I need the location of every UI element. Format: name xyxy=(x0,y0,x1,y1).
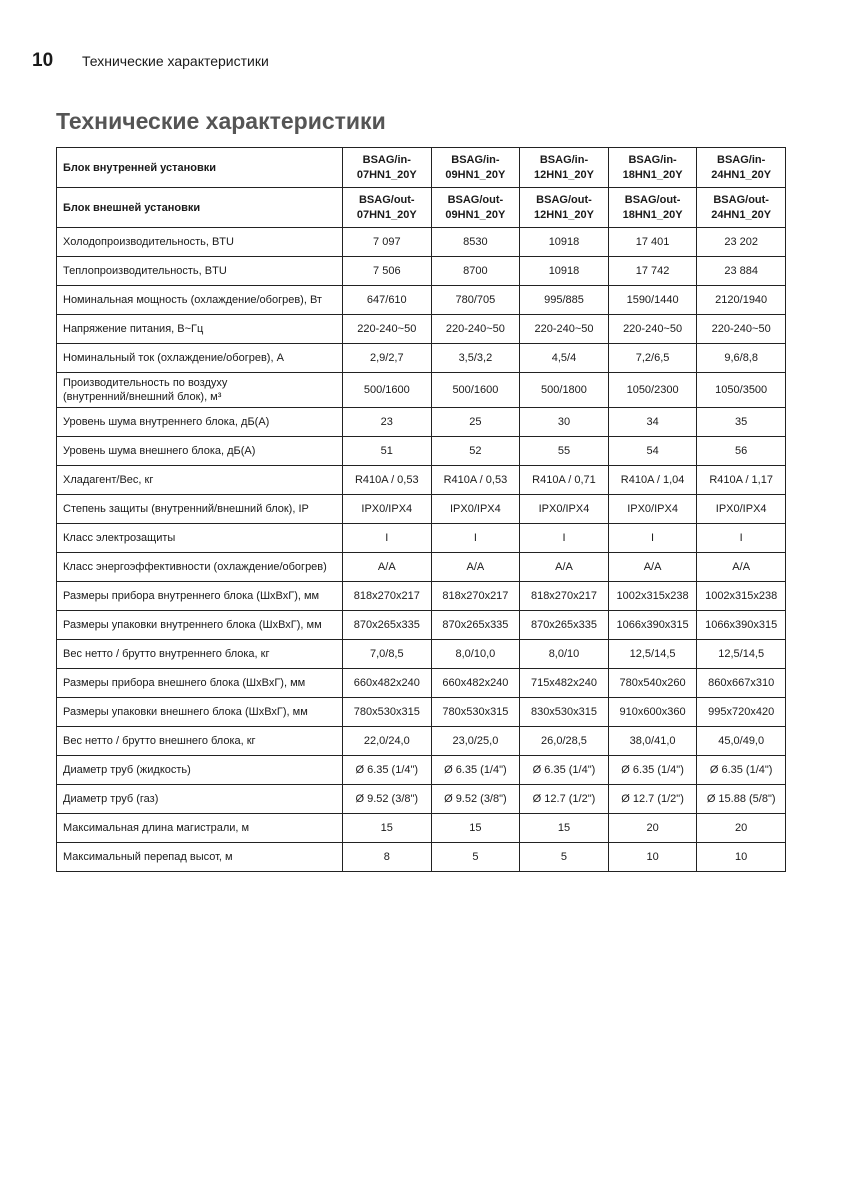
row-label xyxy=(57,315,343,344)
value-cell: R410A / 1,04 xyxy=(608,466,697,495)
table-row xyxy=(57,698,786,727)
value-cell: 15 xyxy=(343,814,432,843)
table-row xyxy=(57,495,786,524)
value-cell: 3,5/3,2 xyxy=(431,344,520,373)
value-cell: 22,0/24,0 xyxy=(343,727,432,756)
value-cell: 7 506 xyxy=(343,257,432,286)
model-name-part: 07HN1_20Y xyxy=(356,208,417,221)
row-label xyxy=(57,727,343,756)
value-cell: 1002x315x238 xyxy=(608,582,697,611)
table-row xyxy=(57,315,786,344)
value-cell: 780/705 xyxy=(431,286,520,315)
value-cell: 660x482x240 xyxy=(343,669,432,698)
model-name-part: BSAG/out- xyxy=(536,193,592,206)
row-label xyxy=(57,640,343,669)
row-label xyxy=(57,495,343,524)
value-cell: 23 884 xyxy=(697,257,786,286)
model-name-part: BSAG/in- xyxy=(362,153,411,166)
value-cell: 500/1800 xyxy=(520,373,609,408)
value-cell: 8,0/10 xyxy=(520,640,609,669)
value-cell: Ø 6.35 (1/4") xyxy=(431,756,520,785)
row-label xyxy=(57,756,343,785)
value-cell: 1050/2300 xyxy=(608,373,697,408)
value-cell: 860x667x310 xyxy=(697,669,786,698)
row-label-text: Диаметр труб (жидкость) xyxy=(63,764,191,776)
row-label xyxy=(57,698,343,727)
table-row xyxy=(57,286,786,315)
row-label-text: Класс энергоэффективности (охлаждение/обогрев) xyxy=(63,561,327,573)
value-cell: 995x720x420 xyxy=(697,698,786,727)
row-label-text: Уровень шума внутреннего блока, дБ(А) xyxy=(63,416,270,428)
model-cell xyxy=(343,188,432,228)
value-cell: 7 097 xyxy=(343,228,432,257)
value-cell: 870x265x335 xyxy=(431,611,520,640)
value-cell: 500/1600 xyxy=(343,373,432,408)
spec-table-body xyxy=(57,148,786,872)
value-cell: 15 xyxy=(431,814,520,843)
value-cell: Ø 9.52 (3/8") xyxy=(343,785,432,814)
value-cell: 8 xyxy=(343,843,432,872)
row-label-text: Теплопроизводительность, BTU xyxy=(63,265,227,277)
value-cell: R410A / 0,71 xyxy=(520,466,609,495)
value-cell: IPX0/IPX4 xyxy=(697,495,786,524)
value-cell: 10918 xyxy=(520,257,609,286)
row-label-text: Размеры упаковки внутреннего блока (ШхВхГ), мм xyxy=(63,619,322,631)
model-name-part: 07HN1_20Y xyxy=(356,168,417,181)
value-cell: IPX0/IPX4 xyxy=(343,495,432,524)
value-cell: 8700 xyxy=(431,257,520,286)
value-cell: 1002x315x238 xyxy=(697,582,786,611)
row-label-text: Максимальный перепад высот, м xyxy=(63,851,233,863)
value-cell: IPX0/IPX4 xyxy=(608,495,697,524)
model-name-part: 09HN1_20Y xyxy=(445,208,506,221)
value-cell: 54 xyxy=(608,437,697,466)
model-name-part: 24HN1_20Y xyxy=(711,208,772,221)
table-row xyxy=(57,408,786,437)
row-label-text: Класс электрозащиты xyxy=(63,532,176,544)
value-cell: 5 xyxy=(520,843,609,872)
table-row xyxy=(57,373,786,408)
model-name-part: BSAG/in- xyxy=(717,153,766,166)
header-label: Блок внешней установки xyxy=(57,188,343,228)
page-header xyxy=(32,50,269,72)
value-cell: 830x530x315 xyxy=(520,698,609,727)
table-row xyxy=(57,344,786,373)
table-row xyxy=(57,669,786,698)
row-label-text: Вес нетто / брутто внутреннего блока, кг xyxy=(63,648,270,660)
value-cell: 2,9/2,7 xyxy=(343,344,432,373)
value-cell: R410A / 1,17 xyxy=(697,466,786,495)
table-row xyxy=(57,257,786,286)
row-label xyxy=(57,843,343,872)
value-cell: 56 xyxy=(697,437,786,466)
table-row xyxy=(57,553,786,582)
model-name-part: BSAG/in- xyxy=(539,153,589,166)
row-label xyxy=(57,582,343,611)
row-label-text: Хладагент/Вес, кг xyxy=(63,474,154,486)
model-name-part: 24HN1_20Y xyxy=(711,168,772,181)
value-cell: R410A / 0,53 xyxy=(431,466,520,495)
row-label xyxy=(57,408,343,437)
row-label xyxy=(57,524,343,553)
running-title: Технические характеристики xyxy=(82,53,269,69)
value-cell: 10918 xyxy=(520,228,609,257)
value-cell: R410A / 0,53 xyxy=(343,466,432,495)
value-cell: Ø 6.35 (1/4") xyxy=(608,756,697,785)
row-label xyxy=(57,553,343,582)
value-cell: A/A xyxy=(697,553,786,582)
value-cell: 10 xyxy=(697,843,786,872)
value-cell: 220-240~50 xyxy=(608,315,697,344)
table-row xyxy=(57,582,786,611)
table-row xyxy=(57,228,786,257)
row-label xyxy=(57,814,343,843)
row-label xyxy=(57,286,343,315)
row-label-text: Размеры прибора внутреннего блока (ШхВхГ), мм xyxy=(63,590,320,602)
value-cell: 51 xyxy=(343,437,432,466)
model-cell xyxy=(343,148,432,188)
model-cell xyxy=(520,188,609,228)
row-label xyxy=(57,611,343,640)
value-cell: Ø 6.35 (1/4") xyxy=(697,756,786,785)
value-cell: I xyxy=(431,524,520,553)
model-name-part: 18HN1_20Y xyxy=(622,208,683,221)
value-cell: 10 xyxy=(608,843,697,872)
value-cell: 5 xyxy=(431,843,520,872)
model-name-part: BSAG/out- xyxy=(624,193,681,206)
value-cell: 1590/1440 xyxy=(608,286,697,315)
value-cell: 647/610 xyxy=(343,286,432,315)
value-cell: 23 xyxy=(343,408,432,437)
row-label-text: Степень защиты (внутренний/внешний блок), IP xyxy=(63,503,309,515)
value-cell: 870x265x335 xyxy=(520,611,609,640)
value-cell: 12,5/14,5 xyxy=(697,640,786,669)
row-label-text: Вес нетто / брутто внешнего блока, кг xyxy=(63,735,256,747)
value-cell: I xyxy=(343,524,432,553)
value-cell: 818x270x217 xyxy=(520,582,609,611)
value-cell: Ø 12.7 (1/2") xyxy=(520,785,609,814)
value-cell: 45,0/49,0 xyxy=(697,727,786,756)
value-cell: 23,0/25,0 xyxy=(431,727,520,756)
row-label-text: Напряжение питания, В~Гц xyxy=(63,323,204,335)
page-number: 10 xyxy=(32,50,54,71)
row-label xyxy=(57,344,343,373)
value-cell: 8,0/10,0 xyxy=(431,640,520,669)
value-cell: IPX0/IPX4 xyxy=(520,495,609,524)
table-row xyxy=(57,756,786,785)
model-name-part: 12HN1_20Y xyxy=(534,208,594,221)
value-cell: 20 xyxy=(608,814,697,843)
value-cell: 17 742 xyxy=(608,257,697,286)
table-row xyxy=(57,466,786,495)
value-cell: 12,5/14,5 xyxy=(608,640,697,669)
model-cell xyxy=(431,188,520,228)
row-label xyxy=(57,669,343,698)
model-name-part: BSAG/in- xyxy=(451,153,500,166)
row-label xyxy=(57,257,343,286)
table-row xyxy=(57,640,786,669)
model-cell xyxy=(608,148,697,188)
value-cell: 780x530x315 xyxy=(343,698,432,727)
value-cell: I xyxy=(520,524,609,553)
value-cell: 500/1600 xyxy=(431,373,520,408)
value-cell: 780x540x260 xyxy=(608,669,697,698)
row-label-text: Производительность по воздуху xyxy=(63,377,228,389)
row-label-text: Диаметр труб (газ) xyxy=(63,793,159,805)
value-cell: 1050/3500 xyxy=(697,373,786,408)
value-cell: A/A xyxy=(520,553,609,582)
table-row xyxy=(57,437,786,466)
row-label-text: Размеры прибора внешнего блока (ШхВхГ), мм xyxy=(63,677,306,689)
value-cell: 55 xyxy=(520,437,609,466)
value-cell: Ø 6.35 (1/4") xyxy=(520,756,609,785)
row-label-text: Максимальная длина магистрали, м xyxy=(63,822,250,834)
table-row xyxy=(57,524,786,553)
value-cell: 660x482x240 xyxy=(431,669,520,698)
model-cell xyxy=(431,148,520,188)
value-cell: I xyxy=(608,524,697,553)
model-name-part: BSAG/out- xyxy=(358,193,415,206)
row-label xyxy=(57,373,343,408)
value-cell: 8530 xyxy=(431,228,520,257)
value-cell: 4,5/4 xyxy=(520,344,609,373)
value-cell: 20 xyxy=(697,814,786,843)
value-cell: 870x265x335 xyxy=(343,611,432,640)
value-cell: A/A xyxy=(431,553,520,582)
value-cell: 220-240~50 xyxy=(520,315,609,344)
model-name-part: 18HN1_20Y xyxy=(622,168,683,181)
value-cell: A/A xyxy=(343,553,432,582)
row-label-text: Номинальный ток (охлаждение/обогрев), А xyxy=(63,352,284,364)
value-cell: 220-240~50 xyxy=(431,315,520,344)
model-cell xyxy=(608,188,697,228)
value-cell: 38,0/41,0 xyxy=(608,727,697,756)
value-cell: I xyxy=(697,524,786,553)
model-cell xyxy=(697,188,786,228)
value-cell: 26,0/28,5 xyxy=(520,727,609,756)
value-cell: 25 xyxy=(431,408,520,437)
value-cell: Ø 15.88 (5/8") xyxy=(697,785,786,814)
model-name-part: 12HN1_20Y xyxy=(534,168,594,181)
row-label xyxy=(57,785,343,814)
value-cell: 910x600x360 xyxy=(608,698,697,727)
row-label xyxy=(57,466,343,495)
value-cell: 220-240~50 xyxy=(697,315,786,344)
value-cell: 780x530x315 xyxy=(431,698,520,727)
value-cell: Ø 9.52 (3/8") xyxy=(431,785,520,814)
value-cell: 15 xyxy=(520,814,609,843)
value-cell: 9,6/8,8 xyxy=(697,344,786,373)
value-cell: Ø 6.35 (1/4") xyxy=(343,756,432,785)
table-row xyxy=(57,843,786,872)
value-cell: 7,0/8,5 xyxy=(343,640,432,669)
model-name-part: 09HN1_20Y xyxy=(445,168,506,181)
row-label-text: Холодопроизводительность, BTU xyxy=(63,236,234,248)
value-cell: Ø 12.7 (1/2") xyxy=(608,785,697,814)
value-cell: 995/885 xyxy=(520,286,609,315)
table-row xyxy=(57,785,786,814)
model-name-part: BSAG/out- xyxy=(713,193,769,206)
table-row xyxy=(57,727,786,756)
model-cell xyxy=(520,148,609,188)
value-cell: 30 xyxy=(520,408,609,437)
section-title: Технические характеристики xyxy=(56,108,386,134)
value-cell: 17 401 xyxy=(608,228,697,257)
table-row xyxy=(57,611,786,640)
value-cell: 23 202 xyxy=(697,228,786,257)
value-cell: 818x270x217 xyxy=(431,582,520,611)
value-cell: 7,2/6,5 xyxy=(608,344,697,373)
header-row xyxy=(57,188,786,228)
value-cell: 1066x390x315 xyxy=(608,611,697,640)
row-label-text: Номинальная мощность (охлаждение/обогрев), Вт xyxy=(63,294,322,306)
table-row xyxy=(57,814,786,843)
value-cell: 818x270x217 xyxy=(343,582,432,611)
header-label: Блок внутренней установки xyxy=(57,148,343,188)
row-label-text: Размеры упаковки внешнего блока (ШхВхГ), мм xyxy=(63,706,308,718)
model-name-part: BSAG/out- xyxy=(447,193,504,206)
value-cell: 2120/1940 xyxy=(697,286,786,315)
value-cell: IPX0/IPX4 xyxy=(431,495,520,524)
row-label xyxy=(57,228,343,257)
header-row xyxy=(57,148,786,188)
row-label xyxy=(57,437,343,466)
value-cell: 34 xyxy=(608,408,697,437)
model-name-part: BSAG/in- xyxy=(628,153,677,166)
value-cell: 715x482x240 xyxy=(520,669,609,698)
value-cell: 1066x390x315 xyxy=(697,611,786,640)
value-cell: 35 xyxy=(697,408,786,437)
spec-table xyxy=(56,147,786,872)
value-cell: 52 xyxy=(431,437,520,466)
model-cell xyxy=(697,148,786,188)
value-cell: A/A xyxy=(608,553,697,582)
value-cell: 220-240~50 xyxy=(343,315,432,344)
row-label-text-line2: (внутренний/внешний блок), м³ xyxy=(63,391,222,403)
row-label-text: Уровень шума внешнего блока, дБ(А) xyxy=(63,445,256,457)
